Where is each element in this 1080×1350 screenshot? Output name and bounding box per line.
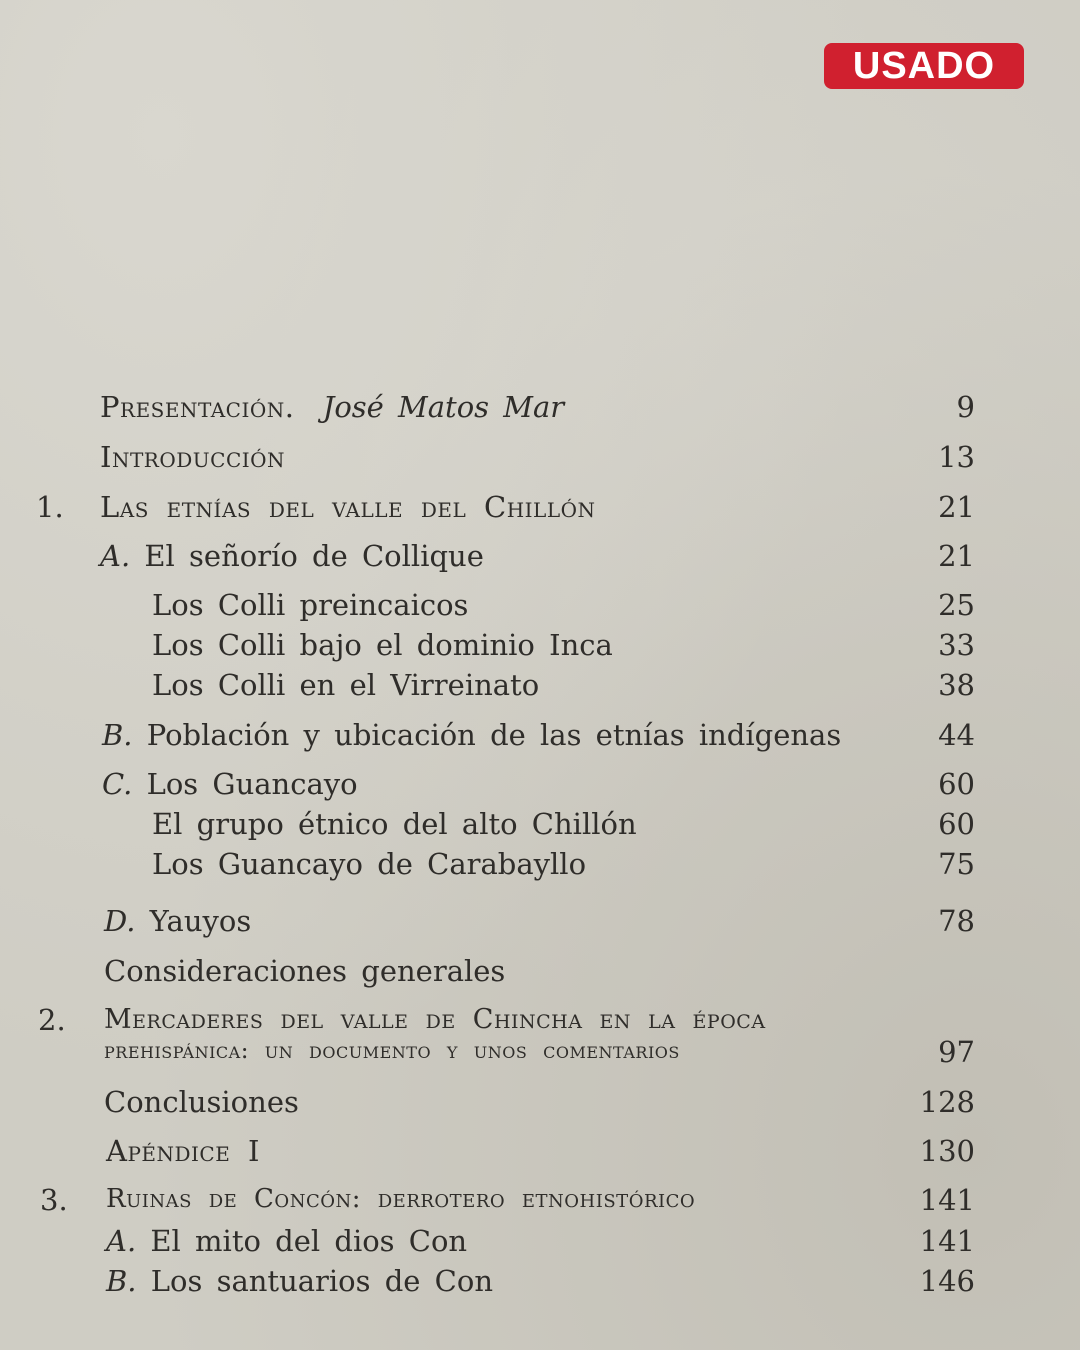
toc-page: 60 [938, 767, 975, 801]
toc-entry-presentacion [100, 390, 565, 424]
toc-entry-1a2: Los Colli bajo el dominio Inca [152, 628, 613, 662]
toc-page: 128 [919, 1085, 975, 1119]
section-letter: C. [102, 767, 133, 801]
used-badge: USADO [824, 43, 1024, 89]
section-title: El señorío de Collique [144, 539, 484, 573]
toc-page: 21 [938, 490, 975, 524]
toc-page: 38 [938, 668, 975, 702]
section-letter: B. [102, 718, 133, 752]
section-title: Los Guancayo [146, 767, 358, 801]
toc-entry-3a [106, 1224, 468, 1258]
toc-entry-1c1: El grupo étnico del alto Chillón [152, 807, 637, 841]
chapter-number: 1. [36, 490, 64, 524]
chapter-number: 3. [40, 1183, 68, 1217]
toc-page: 60 [938, 807, 975, 841]
toc-entry-1a3: Los Colli en el Virreinato [152, 668, 540, 702]
toc-entry-1c2: Los Guancayo de Carabayllo [152, 847, 587, 881]
toc-entry-conclusiones: Conclusiones [104, 1085, 299, 1119]
toc-page: 44 [938, 718, 975, 752]
toc-label: Presentación. [100, 390, 295, 424]
toc-entry-introduccion: Introducción [100, 440, 286, 474]
toc-entry-3b [106, 1264, 494, 1298]
section-title: Yauyos [149, 904, 252, 938]
toc-page: 21 [938, 539, 975, 573]
toc-page: 97 [938, 1035, 975, 1069]
chapter-number: 2. [38, 1003, 66, 1037]
toc-page: 141 [919, 1183, 975, 1217]
toc-entry-1c [102, 767, 358, 801]
section-letter: B. [106, 1264, 137, 1298]
toc-entry-1a [100, 539, 484, 573]
toc-entry-chapter-2-line1: Mercaderes del valle de Chincha en la época [104, 1004, 766, 1035]
toc-entry-1a1: Los Colli preincaicos [152, 588, 469, 622]
toc-entry-1d [104, 904, 252, 938]
section-letter: D. [104, 904, 136, 938]
toc-entry-chapter-2-line2: prehispánica: un documento y unos comentarios [104, 1038, 680, 1064]
section-title: Los santuarios de Con [150, 1264, 494, 1298]
toc-page: 75 [938, 847, 975, 881]
toc-page: 9 [956, 390, 975, 424]
toc-entry-chapter-3: Ruinas de Concón: derrotero etnohistórico [106, 1184, 696, 1214]
section-title: El mito del dios Con [150, 1224, 468, 1258]
toc-page: 33 [938, 628, 975, 662]
toc-entry-1b [102, 718, 842, 752]
toc-entry-apendice: Apéndice I [106, 1134, 261, 1168]
toc-entry-consideraciones: Consideraciones generales [104, 954, 506, 988]
section-letter: A. [100, 539, 131, 573]
toc-page: 146 [919, 1264, 975, 1298]
toc-page: 141 [919, 1224, 975, 1258]
section-letter: A. [106, 1224, 137, 1258]
toc-page: 13 [938, 440, 975, 474]
toc-page: 130 [919, 1134, 975, 1168]
section-title: Población y ubicación de las etnías indígenas [146, 718, 842, 752]
toc-page: 25 [938, 588, 975, 622]
toc-entry-chapter-1: Las etnías del valle del Chillón [100, 490, 596, 524]
toc-page: 78 [938, 904, 975, 938]
toc-author: José Matos Mar [322, 390, 565, 424]
